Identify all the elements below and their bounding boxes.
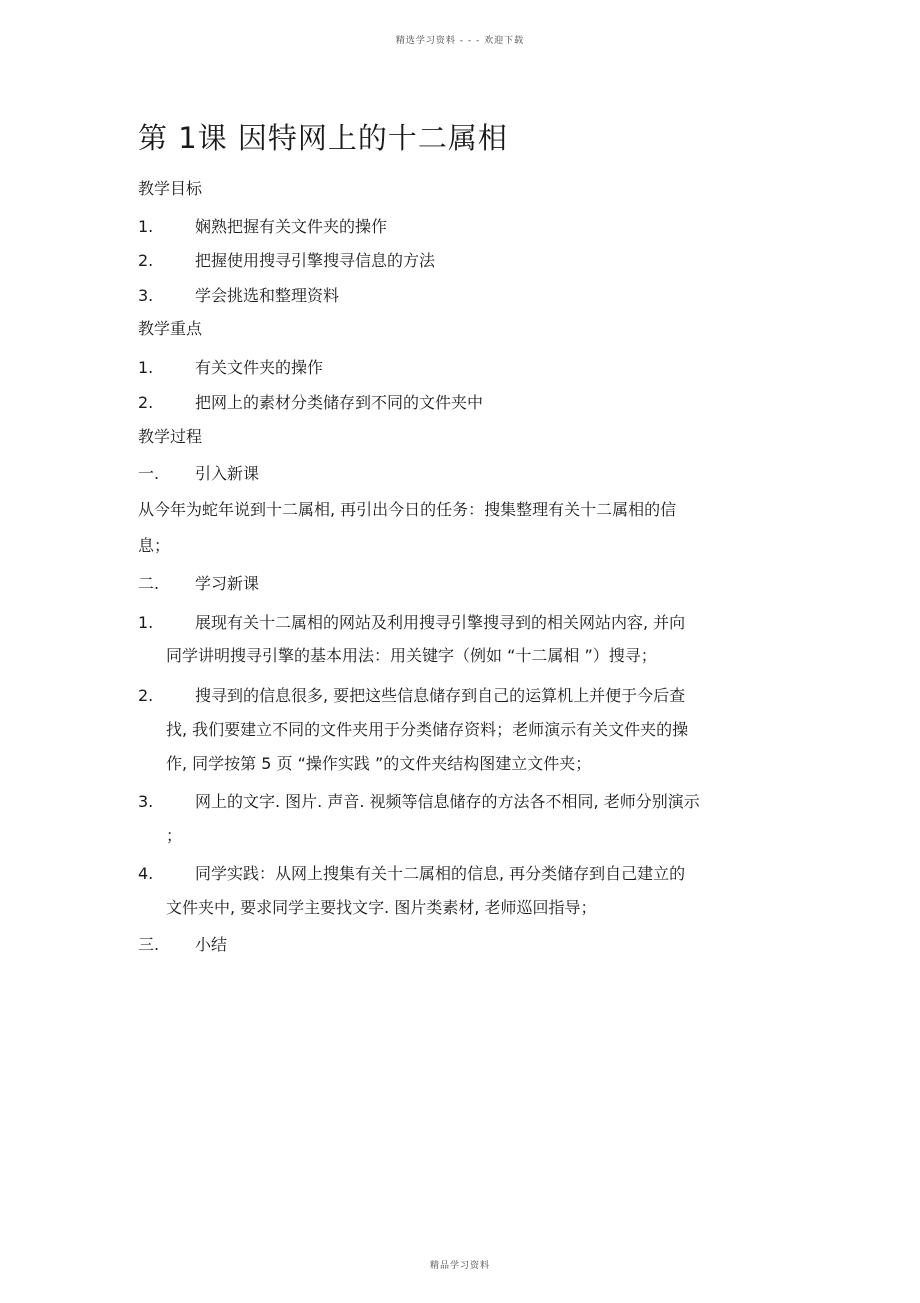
page-header-note: 精选学习资料 - - - 欢迎下载 — [395, 36, 525, 46]
objective-number: 1. — [138, 217, 154, 236]
step-number: 2. — [138, 686, 154, 705]
objective-number: 3. — [138, 286, 154, 305]
step-number: 4. — [138, 864, 154, 883]
step-text-line: 搜寻到的信息很多, 要把这些信息储存到自己的运算机上并便于今后查 — [195, 686, 686, 705]
step-text-line: 文件夹中, 要求同学主要找文字. 图片类素材, 老师巡回指导； — [166, 898, 597, 917]
section-title: 引入新课 — [195, 464, 260, 483]
section-title: 小结 — [195, 935, 228, 954]
key-points-heading: 教学重点 — [138, 319, 203, 338]
page-footer-note: 精品学习资料 — [429, 1261, 490, 1271]
intro-paragraph-line: 息； — [138, 536, 171, 555]
step-text-line: 同学实践：从网上搜集有关十二属相的信息, 再分类储存到自己建立的 — [195, 864, 686, 883]
step-text-line: 作, 同学按第 5 页 “操作实践 ”的文件夹结构图建立文件夹； — [166, 754, 592, 773]
step-text-line: 网上的文字. 图片. 声音. 视频等信息储存的方法各不相同, 老师分别演示 — [195, 792, 700, 811]
section-number: 三. — [138, 935, 160, 954]
objective-text: 学会挑选和整理资料 — [195, 286, 340, 305]
key-point-number: 1. — [138, 358, 154, 377]
step-text-line: 同学讲明搜寻引擎的基本用法：用关键字（例如 “十二属相 ”）搜寻； — [166, 646, 657, 665]
key-point-number: 2. — [138, 393, 154, 412]
objective-number: 2. — [138, 251, 154, 270]
intro-paragraph-line: 从今年为蛇年说到十二属相, 再引出今日的任务：搜集整理有关十二属相的信 — [138, 500, 677, 519]
step-number: 3. — [138, 792, 154, 811]
step-text-line: ； — [166, 826, 183, 845]
objective-text: 娴熟把握有关文件夹的操作 — [195, 217, 388, 236]
step-text-line: 展现有关十二属相的网站及利用搜寻引擎搜寻到的相关网站内容, 并向 — [195, 613, 686, 632]
objective-text: 把握使用搜寻引擎搜寻信息的方法 — [195, 251, 436, 270]
section-number: 一. — [138, 464, 160, 483]
process-heading: 教学过程 — [138, 427, 203, 446]
key-point-text: 把网上的素材分类储存到不同的文件夹中 — [195, 393, 484, 412]
step-text-line: 找, 我们要建立不同的文件夹用于分类储存资料；老师演示有关文件夹的操 — [166, 720, 689, 739]
step-number: 1. — [138, 613, 154, 632]
objectives-heading: 教学目标 — [138, 179, 203, 198]
lesson-title: 第 1课 因特网上的十二属相 — [138, 121, 508, 155]
section-title: 学习新课 — [195, 574, 260, 593]
key-point-text: 有关文件夹的操作 — [195, 358, 324, 377]
section-number: 二. — [138, 574, 160, 593]
